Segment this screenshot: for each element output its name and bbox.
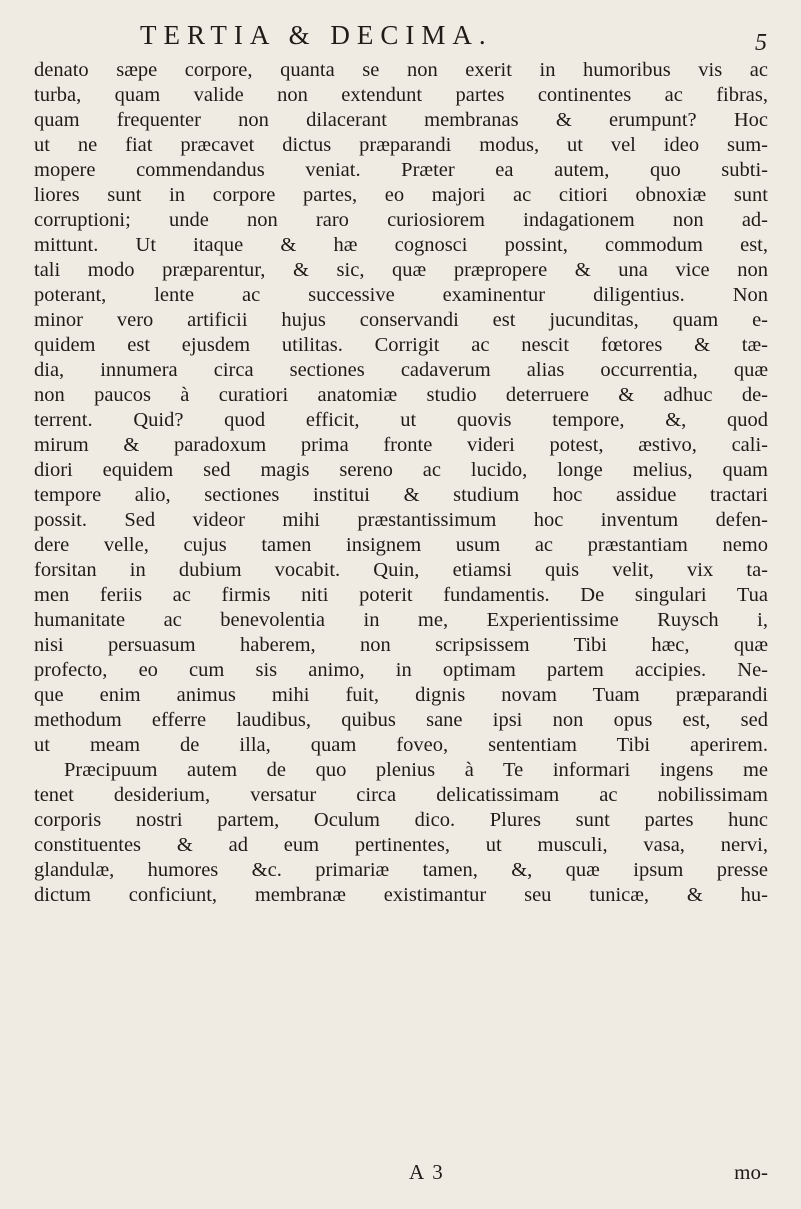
body-text xyxy=(34,58,768,908)
text-line: forsitan in dubium vocabit. Quin, etiamsi quis velit, vix ta- xyxy=(34,559,768,581)
text-line: turba, quam valide non extendunt partes continentes ac fibras, xyxy=(34,84,768,106)
text-line: corporis nostri partem, Oculum dico. Plures sunt partes hunc xyxy=(34,809,768,831)
text-line: mittunt. Ut itaque & hæ cognosci possint, commodum est, xyxy=(34,234,768,256)
running-head xyxy=(0,16,801,56)
text-line: constituentes & ad eum pertinentes, ut musculi, vasa, nervi, xyxy=(34,834,768,856)
text-line: quidem est ejusdem utilitas. Corrigit ac nescit fœtores & tæ- xyxy=(34,334,768,356)
text-line: nisi persuasum haberem, non scripsissem Tibi hæc, quæ xyxy=(34,634,768,656)
text-line: tempore alio, sectiones institui & studium hoc assidue tractari xyxy=(34,484,768,506)
text-line: poterant, lente ac successive examinentur diligentius. Non xyxy=(34,284,768,306)
text-line-paragraph-start: Præcipuum autem de quo plenius à Te informari ingens me xyxy=(64,759,768,781)
text-line: terrent. Quid? quod efficit, ut quovis tempore, &, quod xyxy=(34,409,768,431)
text-line: dictum conficiunt, membranæ existimantur seu tunicæ, & hu- xyxy=(34,884,768,906)
text-line: glandulæ, humores &c. primariæ tamen, &, quæ ipsum presse xyxy=(34,859,768,881)
text-line: non paucos à curatiori anatomiæ studio deterruere & adhuc de- xyxy=(34,384,768,406)
text-line: tali modo præparentur, & sic, quæ præpropere & una vice non xyxy=(34,259,768,281)
text-line: possit. Sed videor mihi præstantissimum hoc inventum defen- xyxy=(34,509,768,531)
text-line: men feriis ac firmis niti poterit fundamentis. De singulari Tua xyxy=(34,584,768,606)
text-line: quam frequenter non dilacerant membranas & erumpunt? Hoc xyxy=(34,109,768,131)
page-number: 5 xyxy=(755,30,767,56)
text-line: methodum efferre laudibus, quibus sane ipsi non opus est, sed xyxy=(34,709,768,731)
text-line: que enim animus mihi fuit, dignis novam Tuam præparandi xyxy=(34,684,768,706)
text-line: dere velle, cujus tamen insignem usum ac præstantiam nemo xyxy=(34,534,768,556)
text-line: dia, innumera circa sectiones cadaverum alias occurrentia, quæ xyxy=(34,359,768,381)
text-line: minor vero artificii hujus conservandi est jucunditas, quam e- xyxy=(34,309,768,331)
catchword: mo- xyxy=(734,1160,768,1184)
page-footer xyxy=(34,1160,768,1188)
text-line: mopere commendandus veniat. Præter ea autem, quo subti- xyxy=(34,159,768,181)
text-line: tenet desiderium, versatur circa delicatissimam ac nobilissimam xyxy=(34,784,768,806)
text-line: diori equidem sed magis sereno ac lucido, longe melius, quam xyxy=(34,459,768,481)
text-line: corruptioni; unde non raro curiosiorem indagationem non ad- xyxy=(34,209,768,231)
text-line: humanitate ac benevolentia in me, Experientissime Ruysch i, xyxy=(34,609,768,631)
text-line: liores sunt in corpore partes, eo majori ac citiori obnoxiæ sunt xyxy=(34,184,768,206)
text-line: denato sæpe corpore, quanta se non exerit in humoribus vis ac xyxy=(34,59,768,81)
text-line: profecto, eo cum sis animo, in optimam partem accipies. Ne- xyxy=(34,659,768,681)
text-line: ut meam de illa, quam foveo, sententiam Tibi aperirem. xyxy=(34,734,768,756)
running-title: TERTIA & DECIMA. xyxy=(140,20,493,50)
text-line: ut ne fiat præcavet dictus præparandi modus, ut vel ideo sum- xyxy=(34,134,768,156)
text-line: mirum & paradoxum prima fronte videri potest, æstivo, cali- xyxy=(34,434,768,456)
signature-mark: A 3 xyxy=(409,1160,445,1184)
